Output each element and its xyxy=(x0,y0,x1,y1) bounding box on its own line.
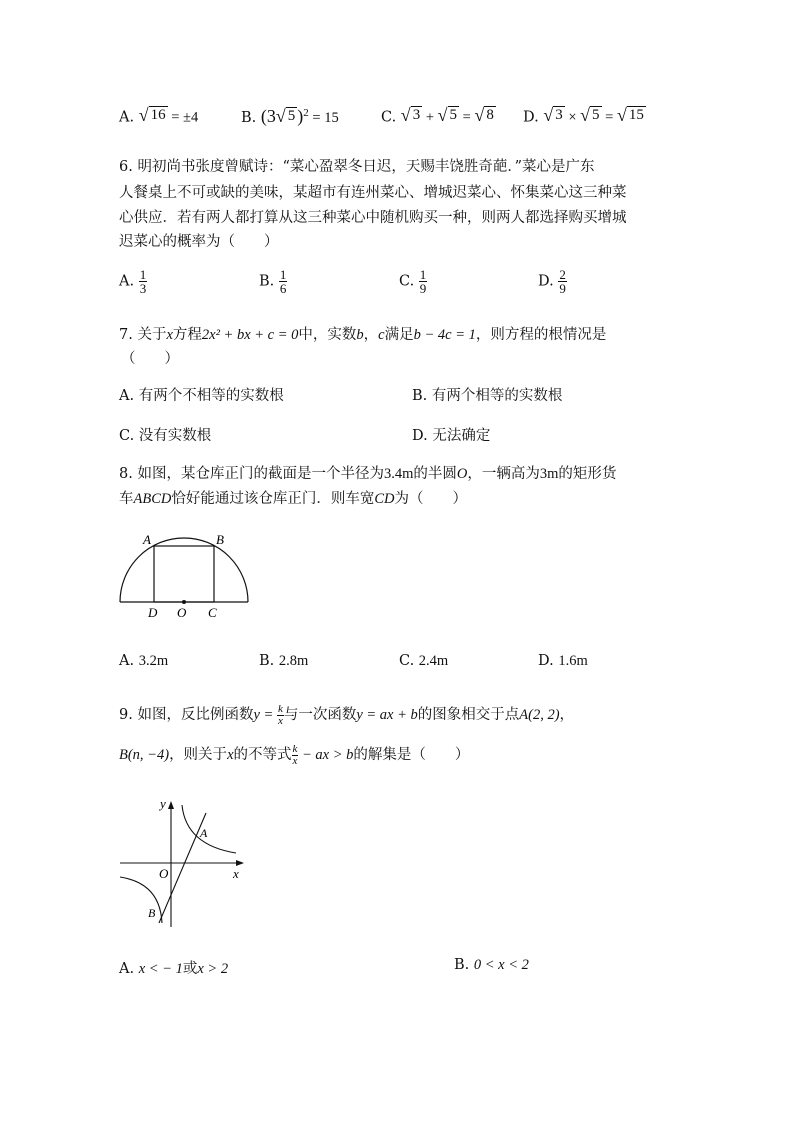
q6-stem-line-1: 6. 明初尚书张度曾赋诗：“菜心盈翠冬日迟，天赐丰饶胜奇葩．”菜心是广东 xyxy=(119,159,595,175)
option-label: B. xyxy=(454,957,470,973)
option-text: 2.8m xyxy=(278,653,309,669)
option-label: D. xyxy=(538,273,554,290)
center-point xyxy=(182,600,186,604)
q9-stem-line-1 xyxy=(119,703,574,727)
option-label: D. xyxy=(538,653,554,669)
q9-option-a xyxy=(119,957,228,978)
variable: O xyxy=(456,466,468,482)
q6-stem-line-2: 人餐桌上不可或缺的美味，某超市有连州菜心、增城迟菜心、怀集菜心这三种菜 xyxy=(119,185,627,201)
sqrt-expression: √ 16 xyxy=(138,105,166,126)
radicand: 16 xyxy=(150,107,166,123)
q6-stem-line-4: 迟菜心的概率为（ ） xyxy=(119,234,279,250)
text: 方程 xyxy=(172,327,202,343)
option-text: 有两个不相等的实数根 xyxy=(138,388,284,404)
option-label: A. xyxy=(119,273,135,290)
text: 8. 如图，某仓库正门的截面是一个半径为 xyxy=(119,466,384,482)
text: 7. 关于 xyxy=(119,327,167,343)
equation: 2x² + bx + c = 0 xyxy=(201,327,299,343)
numerator: 1 xyxy=(139,267,147,282)
text: ，则方程的根情况是 xyxy=(475,327,607,343)
numerator: k xyxy=(277,702,283,715)
semicircle-arc xyxy=(120,538,248,602)
radicand: 5 xyxy=(449,107,458,123)
q8-option-b xyxy=(259,653,308,670)
option-label: C. xyxy=(399,273,415,290)
text: 为（ ） xyxy=(394,491,468,507)
operator: + xyxy=(422,109,438,126)
radicand: 3 xyxy=(555,107,563,123)
q9-graph-figure xyxy=(112,795,252,930)
fraction xyxy=(419,268,428,295)
point: B(n, −4) xyxy=(119,747,170,763)
denominator: 9 xyxy=(419,281,427,296)
option-label: C. xyxy=(119,428,135,444)
text: ，则关于 xyxy=(169,747,228,763)
q8-stem-line-2 xyxy=(119,487,467,508)
text: ，一辆高为 xyxy=(467,466,540,482)
q9-stem-line-2 xyxy=(119,743,469,767)
q7-stem-line-2: （ ） xyxy=(121,351,179,367)
denominator: 6 xyxy=(279,281,287,296)
hyperbola-branch-1 xyxy=(182,805,236,853)
q6-option-d xyxy=(538,268,567,295)
operator: × xyxy=(564,109,581,126)
option-label: C. xyxy=(381,109,397,126)
numerator: 2 xyxy=(559,267,566,282)
label-O: O xyxy=(159,866,169,881)
variable: ABCD xyxy=(133,491,172,507)
denominator: x xyxy=(277,714,283,727)
text: 的图象相交于点 xyxy=(417,707,520,723)
option-text: 3.2m xyxy=(138,653,169,669)
q5-option-b xyxy=(241,106,339,127)
option-text: x < − 1 xyxy=(138,961,183,977)
radicand: 8 xyxy=(486,107,494,123)
function: y = ax + b xyxy=(356,707,418,723)
option-label: A. xyxy=(119,388,135,404)
radicand: 5 xyxy=(287,107,296,124)
text: 的不等式 xyxy=(233,747,292,763)
q8-option-d xyxy=(538,653,588,670)
option-label: B. xyxy=(241,110,257,126)
denominator: 9 xyxy=(559,281,566,296)
variable: x xyxy=(227,747,234,763)
text: 中，实数 xyxy=(298,327,357,343)
q5-option-a xyxy=(119,106,198,126)
y-axis-arrow xyxy=(168,801,174,809)
hyperbola-branch-2 xyxy=(120,877,162,923)
label-C: C xyxy=(208,605,217,620)
option-text: 没有实数根 xyxy=(138,428,212,444)
q7-stem-line-1 xyxy=(119,323,606,344)
paren-open: (3 xyxy=(260,106,276,126)
numerator: 1 xyxy=(419,267,427,282)
numerator: k xyxy=(292,742,298,755)
option-text: 0 < x < 2 xyxy=(473,957,529,973)
point: A(2, 2) xyxy=(519,707,560,723)
option-text: 1.6m xyxy=(558,653,588,669)
variable: x xyxy=(166,327,173,343)
q5-option-c xyxy=(381,106,496,126)
text: 的矩形货 xyxy=(558,466,617,482)
text: ， xyxy=(559,707,575,723)
option-label: C. xyxy=(399,653,415,669)
option-text: x > 2 xyxy=(197,961,229,977)
label-A: A xyxy=(200,826,208,840)
operator: = xyxy=(601,109,617,126)
exponent: 2 xyxy=(303,107,309,120)
q7-option-b xyxy=(412,384,562,405)
label-D: D xyxy=(148,605,158,620)
radicand: 5 xyxy=(592,107,600,123)
sqrt-expression: √ 15 xyxy=(616,105,644,126)
radicand: 3 xyxy=(412,107,421,123)
sqrt-expression: √ 8 xyxy=(474,105,494,126)
option-label: A. xyxy=(119,961,135,977)
value: 3m xyxy=(539,466,559,482)
option-label: B. xyxy=(259,273,275,290)
variable: c xyxy=(378,327,385,343)
sqrt-expression: √ 5 xyxy=(437,105,458,126)
q6-option-a xyxy=(119,268,147,295)
text: 9. 如图，反比例函数 xyxy=(119,707,254,723)
expression-rest: = ±4 xyxy=(167,109,199,126)
label-B: B xyxy=(216,532,224,547)
fraction xyxy=(277,704,284,727)
label-O: O xyxy=(177,605,187,620)
sqrt-expression: √ 3 xyxy=(400,105,421,126)
text: ， xyxy=(363,327,379,343)
text: 与一次函数 xyxy=(283,707,357,723)
label-x: x xyxy=(233,866,239,881)
q7-option-c xyxy=(119,424,211,445)
text: 恰好能通过该仓库正门．则车宽 xyxy=(171,491,375,507)
text: 的半圆 xyxy=(413,466,457,482)
option-text: 无法确定 xyxy=(432,428,491,444)
value: 3.4m xyxy=(383,466,414,482)
fraction xyxy=(558,268,567,295)
q8-stem-line-1 xyxy=(119,462,616,483)
label-B: B xyxy=(148,906,156,920)
q8-semicircle-figure xyxy=(110,528,260,623)
text: 车 xyxy=(119,491,134,507)
text: 满足 xyxy=(384,327,414,343)
q6-option-c xyxy=(399,268,427,295)
text: 的解集是（ ） xyxy=(353,747,470,763)
q8-option-c xyxy=(399,653,448,670)
numerator: 1 xyxy=(279,267,287,282)
truck-rectangle xyxy=(154,546,214,602)
option-label: D. xyxy=(523,109,539,126)
q9-option-b xyxy=(454,957,529,974)
q5-option-d xyxy=(523,106,646,126)
function: y = xyxy=(253,707,277,723)
q6-stem-line-3: 心供应．若有两人都打算从这三种菜心中随机购买一种，则两人都选择购买增城 xyxy=(119,210,627,226)
option-text: 或 xyxy=(182,961,198,977)
option-label: B. xyxy=(259,653,275,669)
variable: b xyxy=(356,327,364,343)
option-label: B. xyxy=(412,388,428,404)
option-text: 2.4m xyxy=(418,653,449,669)
operator: = xyxy=(459,109,475,126)
sqrt-expression: √ 5 xyxy=(580,105,600,126)
sqrt-expression: √ 3 xyxy=(543,105,563,126)
expression-rest: = 15 xyxy=(308,110,339,126)
q7-option-d xyxy=(412,424,490,445)
denominator: x xyxy=(292,754,298,767)
condition: b − 4c = 1 xyxy=(413,327,476,343)
variable: CD xyxy=(374,491,395,507)
inequality: − ax > b xyxy=(298,747,354,763)
label-y: y xyxy=(160,796,166,811)
denominator: 3 xyxy=(139,281,147,296)
option-text: 有两个相等的实数根 xyxy=(431,388,563,404)
q6-option-b xyxy=(259,268,287,295)
q8-option-a xyxy=(119,653,168,670)
fraction xyxy=(279,268,288,295)
fraction xyxy=(139,268,148,295)
label-A: A xyxy=(143,532,151,547)
q7-option-a xyxy=(119,384,284,405)
option-label: A. xyxy=(119,653,135,669)
radicand: 15 xyxy=(628,107,644,123)
sqrt-expression: √ 5 xyxy=(275,106,296,126)
option-label: D. xyxy=(412,428,428,444)
paren-close: ) xyxy=(297,106,304,126)
option-label: A. xyxy=(119,109,135,126)
